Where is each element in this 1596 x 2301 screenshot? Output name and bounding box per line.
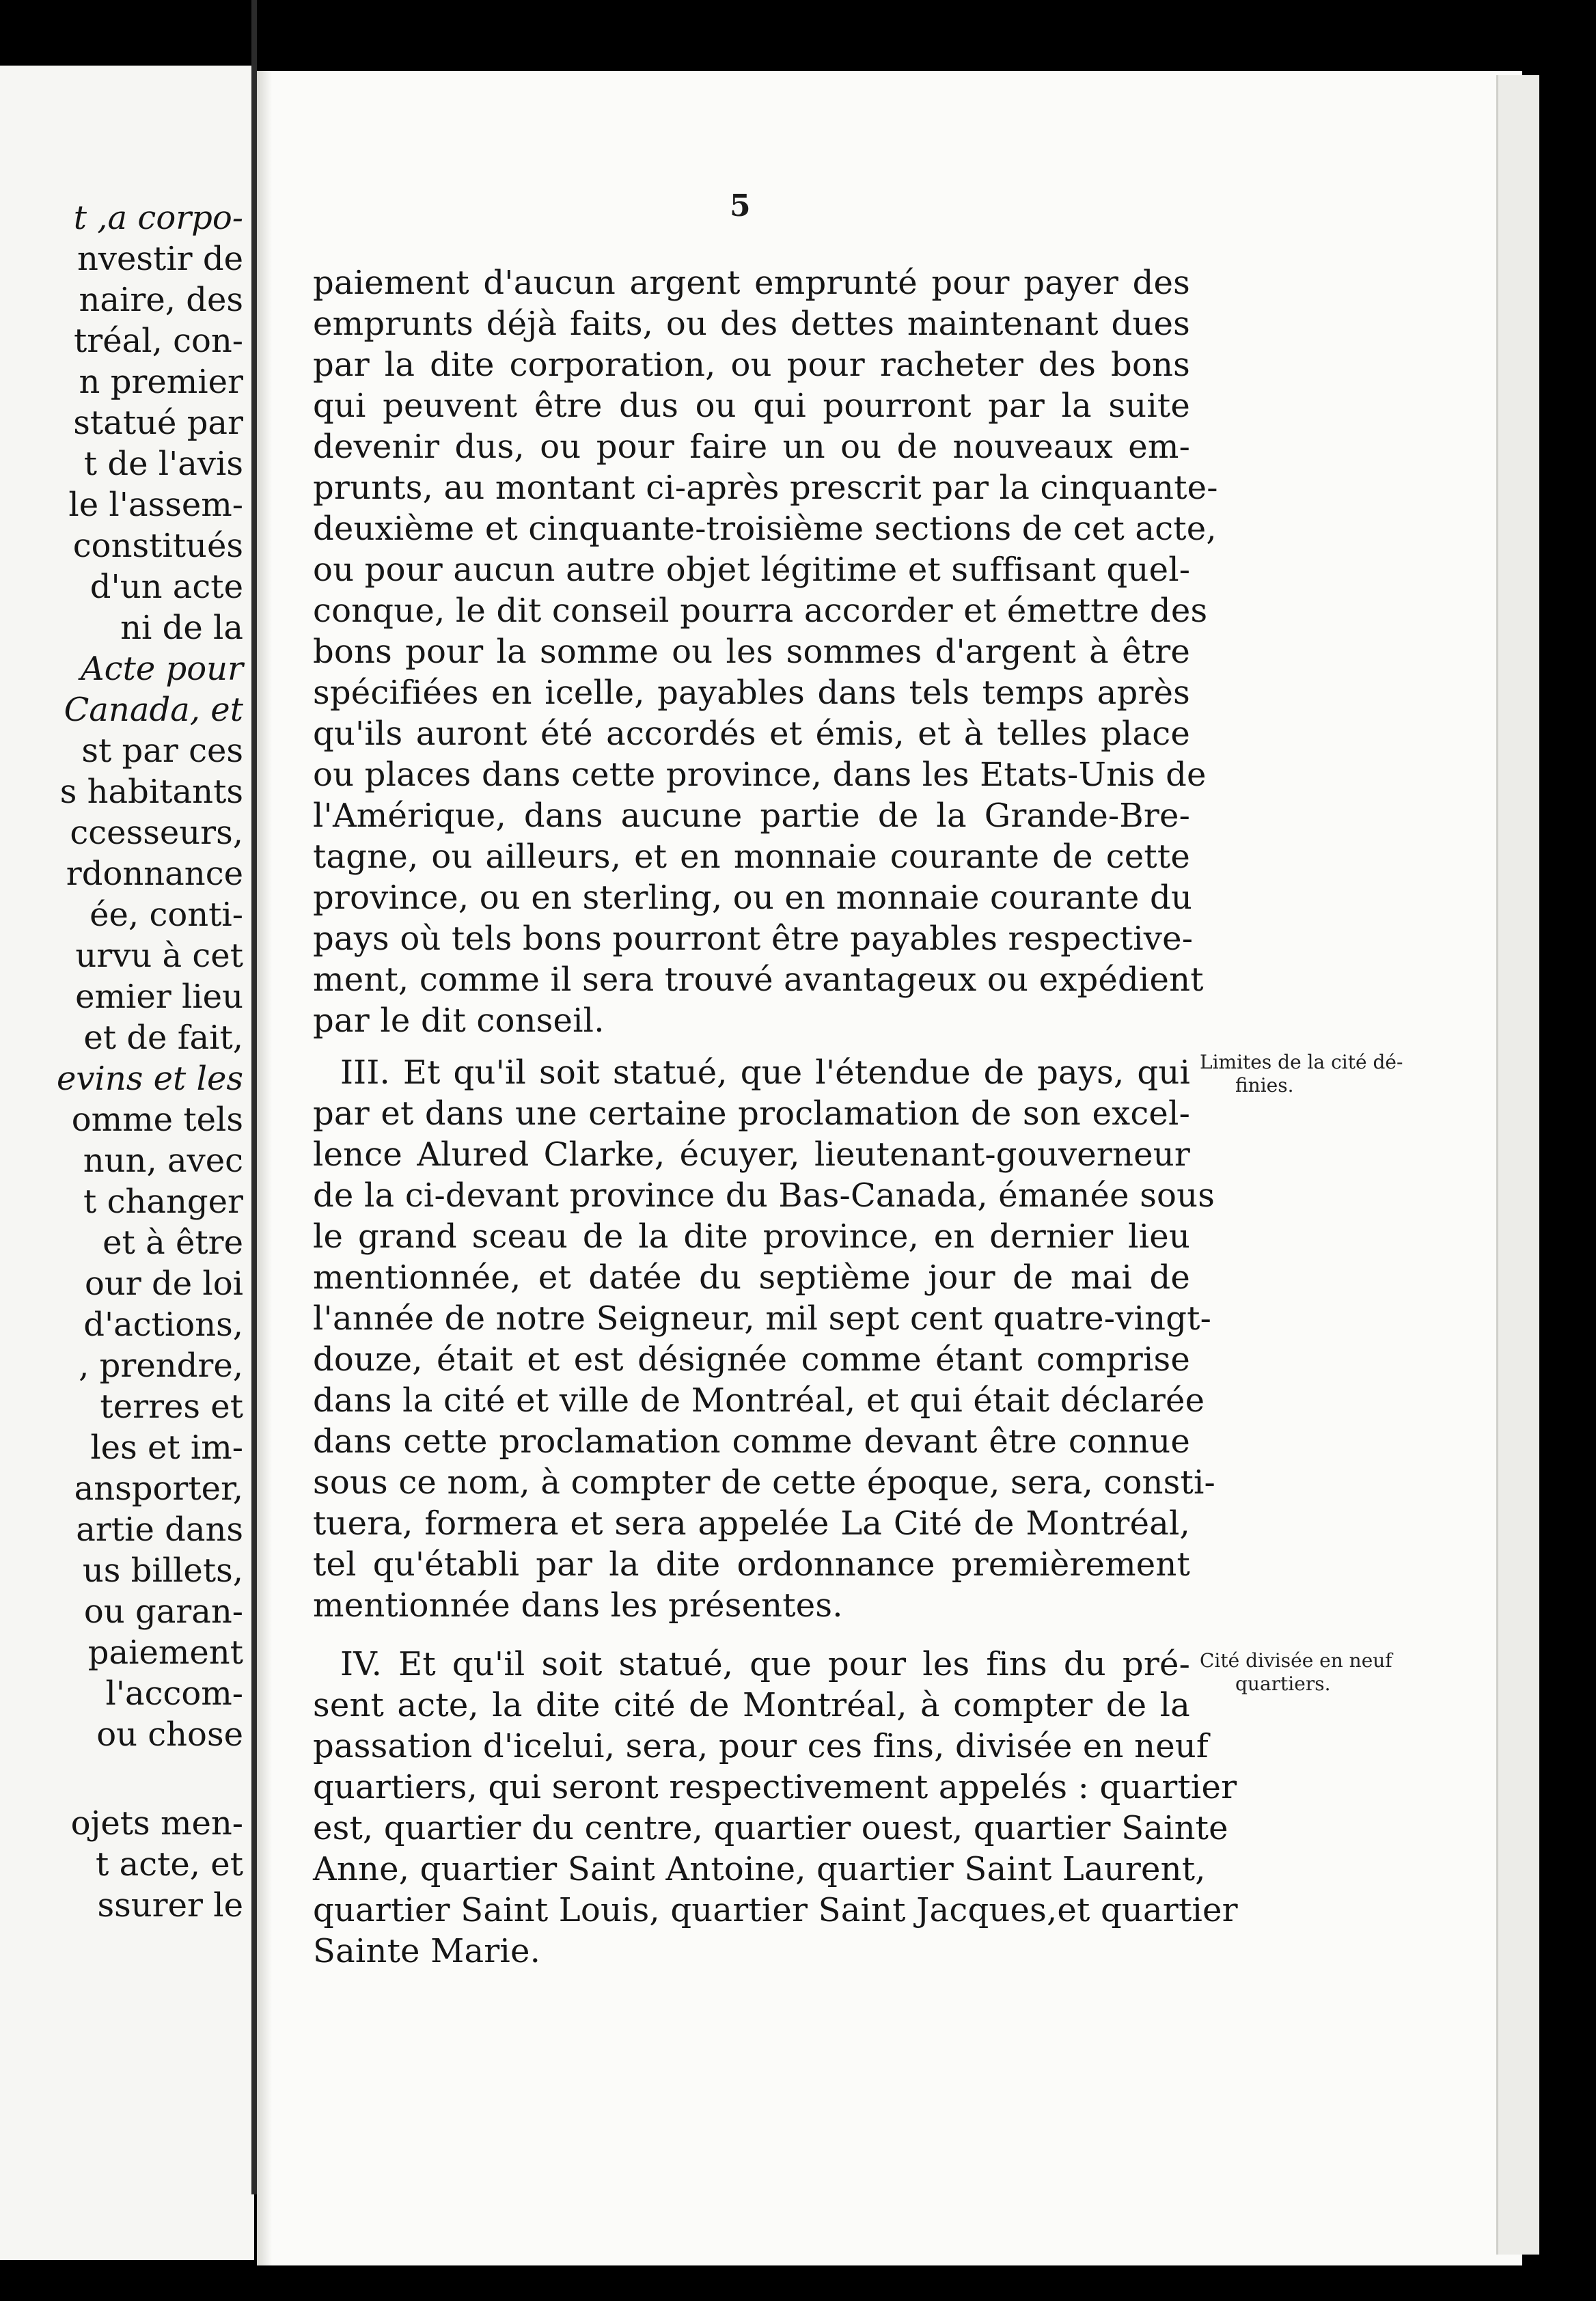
left-page-line: st par ces <box>81 732 243 770</box>
text-line: pays où tels bons pourront être payables respective- <box>313 920 1194 958</box>
text-line: par la dite corporation, ou pour racheter des bons <box>313 346 1190 384</box>
text-line: sous ce nom, à compter de cette époque, sera, consti- <box>313 1463 1215 1502</box>
text-line: tuera, formera et sera appelée La Cité de Montréal, <box>313 1504 1190 1543</box>
text-line: quartiers, qui seront respectivement appelés : quartier <box>313 1768 1237 1806</box>
previous-page-fragment <box>0 66 254 2260</box>
text-line: paiement d'aucun argent emprunté pour payer des <box>313 264 1190 302</box>
text-line: mentionnée dans les présentes. <box>313 1586 843 1625</box>
left-page-line: nvestir de <box>77 240 243 278</box>
text-line: spécifiées en icelle, payables dans tels temps après <box>313 674 1190 712</box>
text-line: dans cette proclamation comme devant être connue <box>313 1422 1190 1461</box>
left-page-line: et à être <box>102 1224 243 1262</box>
text-line: ou pour aucun autre objet légitime et suffisant quel- <box>313 551 1191 589</box>
left-page-line: t acte, et <box>96 1845 243 1884</box>
left-page-line: n premier <box>79 363 243 401</box>
text-line: sent acte, la dite cité de Montréal, à compter de la <box>313 1686 1190 1724</box>
left-page-line: our de loi <box>84 1265 243 1303</box>
left-page-line: Acte pour <box>81 650 243 688</box>
text-line: qu'ils auront été accordés et émis, et à telles place <box>313 715 1190 753</box>
page-number: 5 <box>730 189 751 223</box>
left-page-line: t de l'avis <box>83 445 243 483</box>
text-line: le grand sceau de la dite province, en dernier lieu <box>313 1217 1190 1256</box>
text-line: l'année de notre Seigneur, mil sept cent quatre-vingt- <box>313 1299 1212 1338</box>
left-page-line: le l'assem- <box>68 486 243 524</box>
text-line: tel qu'établi par la dite ordonnance premièrement <box>313 1545 1190 1584</box>
margin-note-line: Cité divisée en neuf <box>1200 1649 1392 1672</box>
left-page-line: t changer <box>83 1183 243 1221</box>
text-line: conque, le dit conseil pourra accorder et émettre des <box>313 592 1208 630</box>
left-page-line: paiement <box>87 1634 243 1672</box>
text-line: de la ci-devant province du Bas-Canada, émanée sous <box>313 1176 1215 1215</box>
text-line: Sainte Marie. <box>313 1932 541 1970</box>
left-page-line: ccesseurs, <box>70 814 243 852</box>
left-page-line: t ,a corpo- <box>73 199 243 237</box>
text-line: deuxième et cinquante-troisième sections de cet acte, <box>313 510 1217 548</box>
text-line: l'Amérique, dans aucune partie de la Grande-Bre- <box>313 797 1190 835</box>
text-line: dans la cité et ville de Montréal, et qui était déclarée <box>313 1381 1205 1420</box>
left-page-line: ée, conti- <box>90 896 243 934</box>
text-line: par le dit conseil. <box>313 1002 605 1040</box>
left-page-line: ou chose <box>96 1716 243 1754</box>
left-page-line: constitués <box>72 527 243 565</box>
text-line: mentionnée, et datée du septième jour de mai de <box>313 1258 1190 1297</box>
text-line: qui peuvent être dus ou qui pourront par la suite <box>313 387 1190 425</box>
margin-note-limits <box>1200 1051 1446 1097</box>
left-page-line: d'actions, <box>83 1306 243 1344</box>
left-page-line: tréal, con- <box>73 322 243 360</box>
text-line: passation d'icelui, sera, pour ces fins, divisée en neuf <box>313 1727 1209 1765</box>
left-page-line: ni de la <box>120 609 243 647</box>
left-page-line: evins et les <box>56 1060 243 1098</box>
left-page-line: naire, des <box>79 281 243 319</box>
left-page-line: artie dans <box>76 1511 243 1549</box>
text-line: emprunts déjà faits, ou des dettes maintenant dues <box>313 305 1190 343</box>
margin-note-line: finies. <box>1235 1074 1294 1097</box>
margin-note-wards <box>1200 1649 1446 1696</box>
left-page-line: urvu à cet <box>75 937 243 975</box>
text-line: ou places dans cette province, dans les Etats-Unis de <box>313 756 1207 794</box>
left-page-line: les et im- <box>90 1429 243 1467</box>
left-page-line: ansporter, <box>74 1470 243 1508</box>
text-line: province, ou en sterling, ou en monnaie courante du <box>313 879 1193 917</box>
page-gutter <box>251 0 257 2194</box>
text-line: est, quartier du centre, quartier ouest, quartier Sainte <box>313 1809 1228 1847</box>
text-line: par et dans une certaine proclamation de son excel- <box>313 1094 1190 1133</box>
margin-note-line: quartiers. <box>1235 1672 1331 1695</box>
text-line: tagne, ou ailleurs, et en monnaie courante de cette <box>313 838 1190 876</box>
left-page-line: s habitants <box>59 773 243 811</box>
text-line: III. Et qu'il soit statué, que l'étendue de pays, qui <box>340 1053 1190 1092</box>
left-page-line: statué par <box>73 404 243 442</box>
text-line: prunts, au montant ci-après prescrit par la cinquante- <box>313 469 1218 507</box>
page-fold-shadow <box>257 71 272 2265</box>
left-page-line: et de fait, <box>83 1019 243 1057</box>
left-page-line: ou garan- <box>83 1593 243 1631</box>
left-page-line: terres et <box>100 1388 243 1426</box>
left-page-line: nun, avec <box>83 1142 243 1180</box>
left-page-line: emier lieu <box>75 978 243 1016</box>
left-page-line: ssurer le <box>97 1886 243 1925</box>
left-page-line: Canada, et <box>64 691 243 729</box>
left-page-line: rdonnance <box>66 855 243 893</box>
left-page-line: omme tels <box>71 1101 243 1139</box>
text-line: lence Alured Clarke, écuyer, lieutenant-gouverneur <box>313 1135 1190 1174</box>
left-page-line: us billets, <box>82 1552 243 1590</box>
left-page-line: ojets men- <box>70 1804 243 1843</box>
left-page-line: , prendre, <box>79 1347 243 1385</box>
text-line: douze, était et est désignée comme étant comprise <box>313 1340 1190 1379</box>
left-page-line: d'un acte <box>90 568 243 606</box>
text-line: quartier Saint Louis, quartier Saint Jacques,et quartier <box>313 1891 1238 1929</box>
text-line: ment, comme il sera trouvé avantageux ou expédient <box>313 961 1204 999</box>
text-line: IV. Et qu'il soit statué, que pour les fins du pré- <box>340 1645 1190 1683</box>
text-line: Anne, quartier Saint Antoine, quartier Saint Laurent, <box>313 1850 1206 1888</box>
left-page-line: l'accom- <box>105 1675 243 1713</box>
page-edge <box>1496 75 1539 2255</box>
margin-note-line: Limites de la cité dé- <box>1200 1051 1403 1073</box>
text-line: devenir dus, ou pour faire un ou de nouveaux em- <box>313 428 1190 466</box>
text-line: bons pour la somme ou les sommes d'argent à être <box>313 633 1190 671</box>
